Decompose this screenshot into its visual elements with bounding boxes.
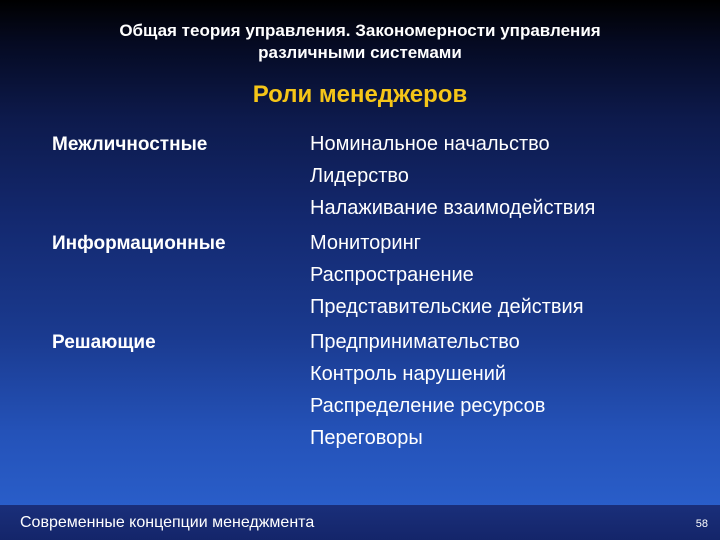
role-items-list bbox=[310, 128, 692, 224]
slide-title-line-1: Общая теория управления. Закономерности управления bbox=[119, 21, 601, 40]
role-item: Налаживание взаимодействия bbox=[310, 197, 596, 219]
slide-subtitle: Роли менеджеров bbox=[252, 81, 468, 108]
slide-title-line-2: различными системами bbox=[258, 43, 462, 62]
role-item: Распространение bbox=[310, 264, 474, 286]
role-category: Информационные bbox=[52, 233, 226, 254]
role-item: Лидерство bbox=[310, 165, 409, 187]
role-item: Контроль нарушений bbox=[310, 363, 507, 385]
roles-row-decisional bbox=[52, 326, 692, 454]
roles-row-informational bbox=[52, 227, 692, 323]
role-category: Решающие bbox=[52, 332, 156, 353]
role-category: Межличностные bbox=[52, 134, 208, 155]
role-items-list bbox=[310, 326, 692, 454]
role-item: Мониторинг bbox=[310, 232, 421, 254]
role-item: Номинальное начальство bbox=[310, 133, 550, 155]
footer-text: Современные концепции менеджмента bbox=[20, 514, 315, 531]
role-items-list bbox=[310, 227, 692, 323]
slide-footer bbox=[0, 505, 720, 540]
role-item: Представительские действия bbox=[310, 296, 584, 318]
role-item: Предпринимательство bbox=[310, 331, 520, 353]
role-item: Переговоры bbox=[310, 427, 423, 449]
roles-table bbox=[52, 128, 692, 454]
role-item: Распределение ресурсов bbox=[310, 395, 546, 417]
roles-row-interpersonal bbox=[52, 128, 692, 224]
page-number: 58 bbox=[695, 518, 708, 530]
slide-title bbox=[40, 20, 680, 64]
